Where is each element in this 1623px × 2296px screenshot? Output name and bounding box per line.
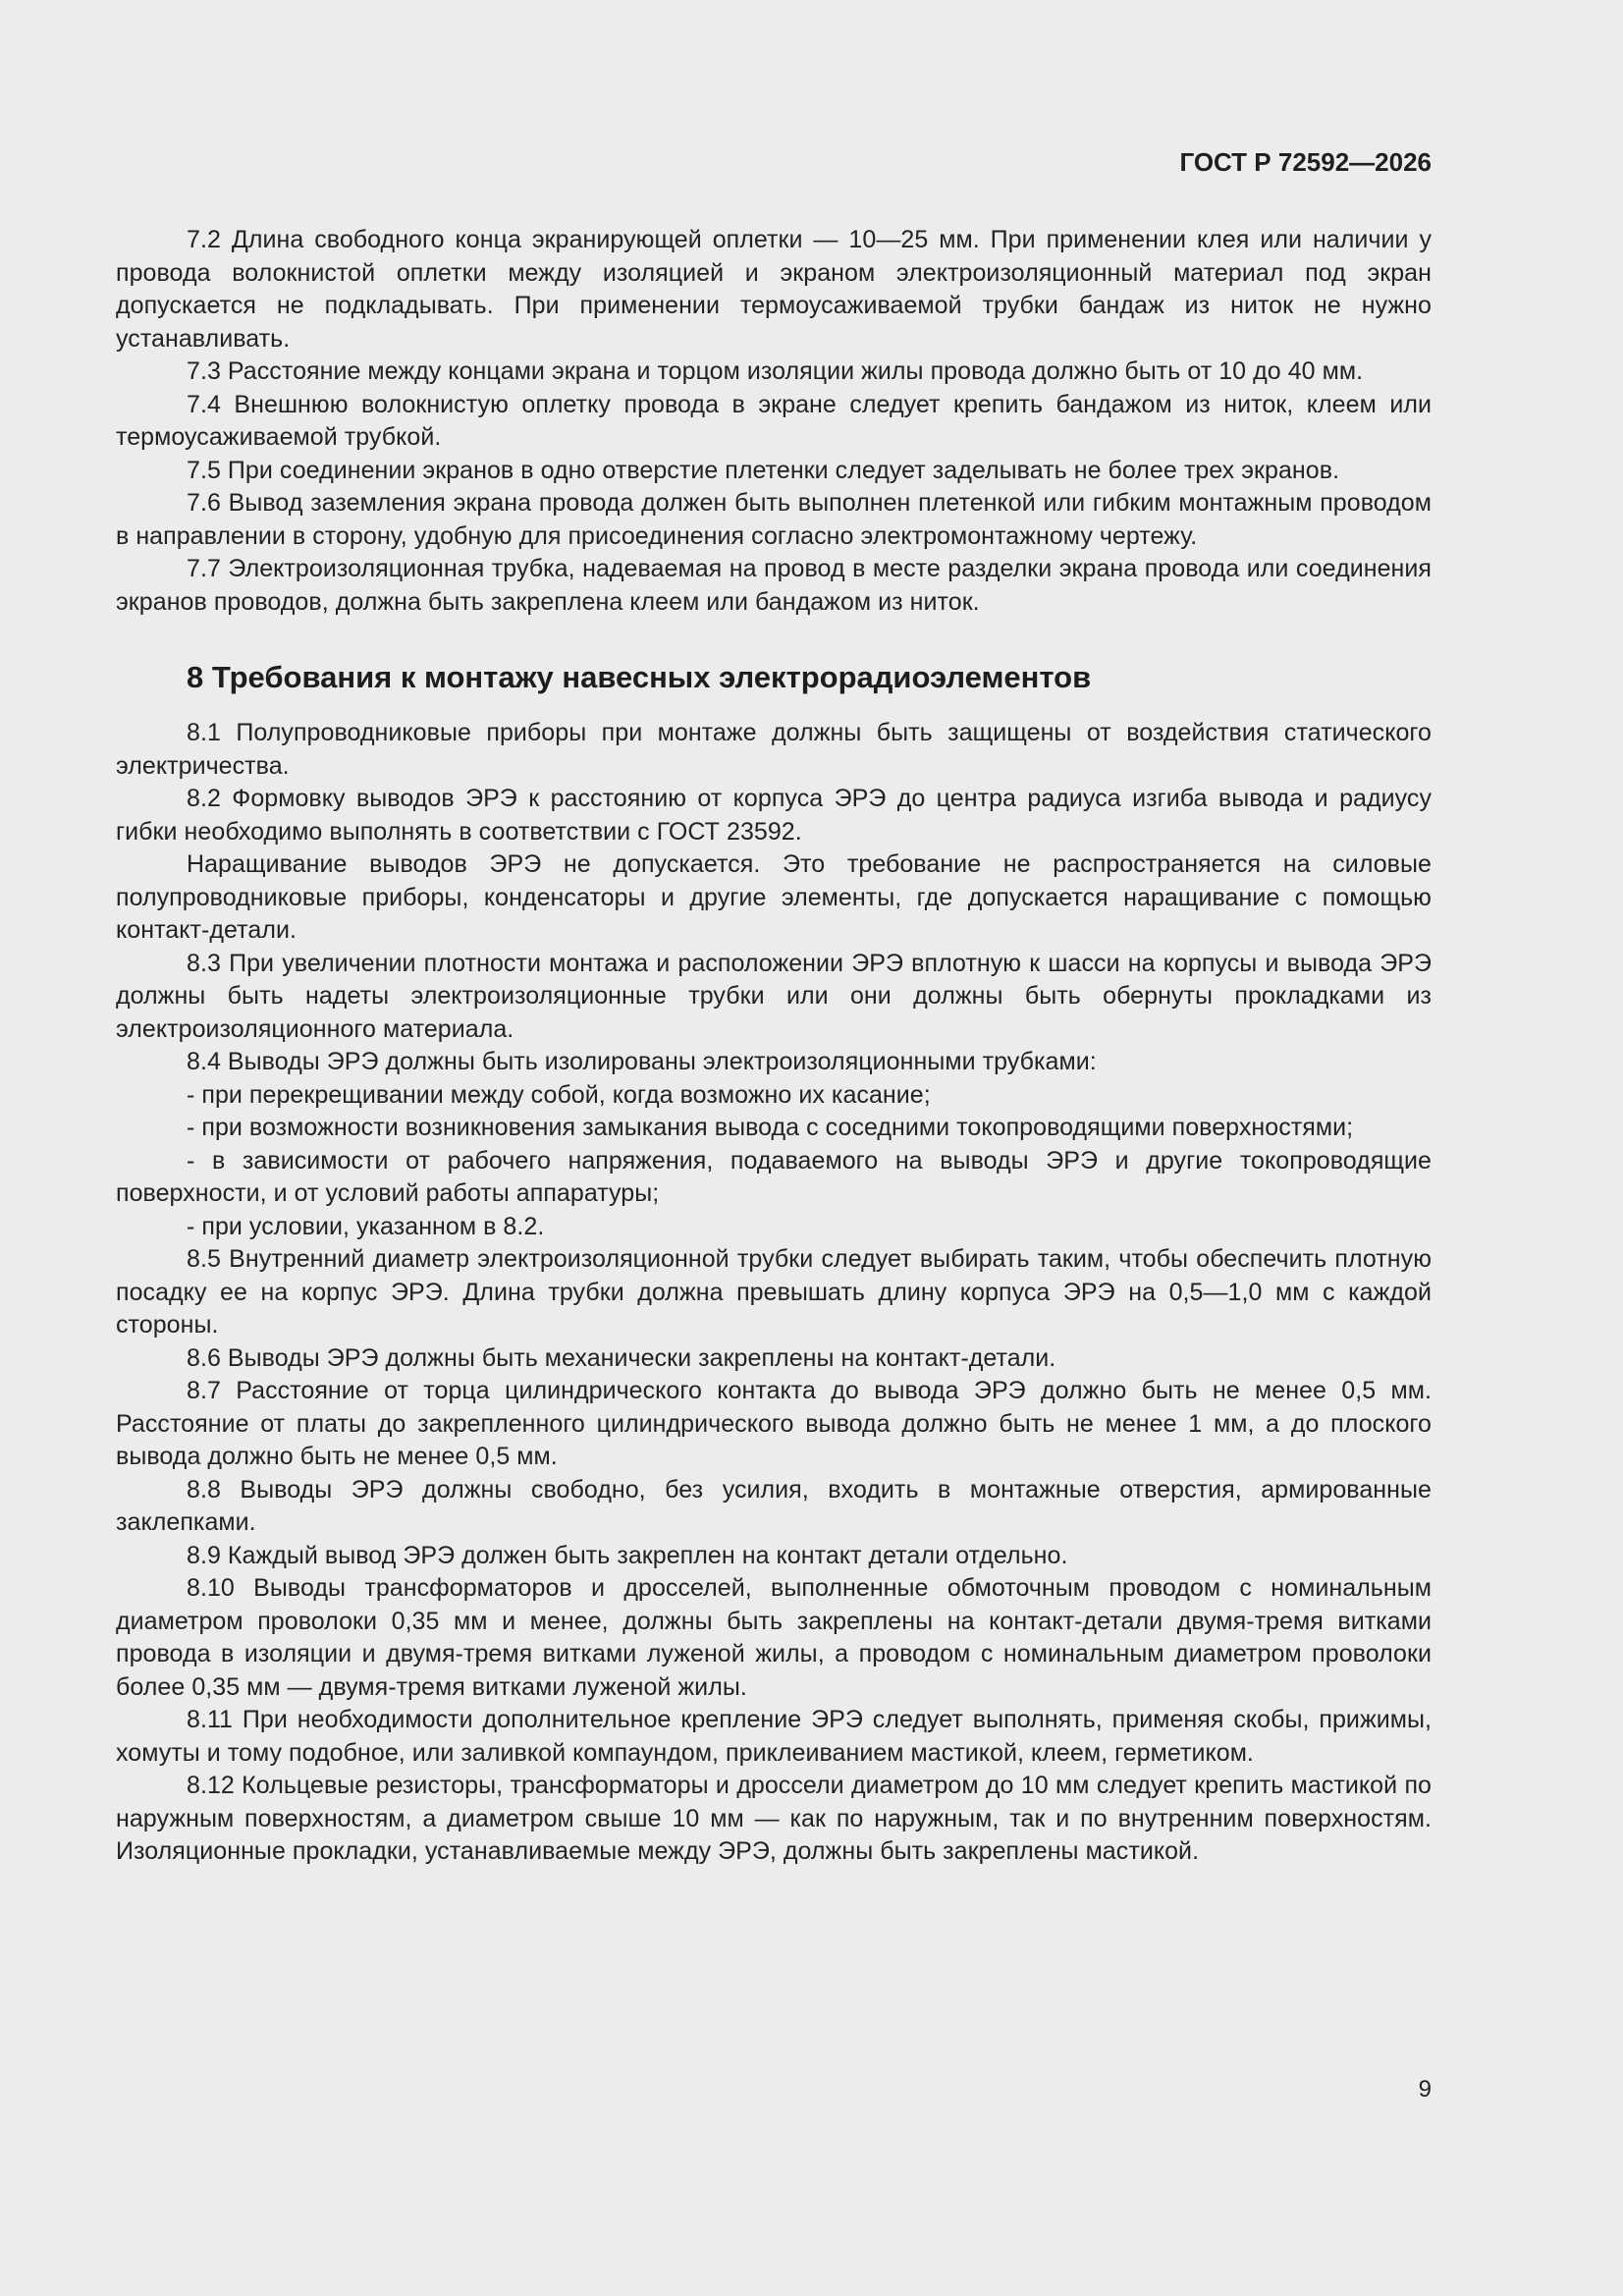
list-item-8-4-b: - при возможности возникновения замыкания вывода с соседними токопроводящими поверхностями; (187, 1114, 1354, 1141)
paragraph-8-1: 8.1 Полупроводниковые приборы при монтаже должны быть защищены от воздействия статического электричества. (116, 719, 1432, 780)
page-number: 9 (1418, 2076, 1432, 2103)
paragraph-8-12: 8.12 Кольцевые резисторы, трансформаторы и дроссели диаметром до 10 мм следует крепить мастикой по наружным поверхностям, а диаметром свыше 10 мм — как по наружным, так и по внутренним поверхностям. Изоляционные прокладки, устанавливаемые между ЭРЭ, должны быть закреплены мастикой. (116, 1772, 1432, 1865)
document-code-header: ГОСТ Р 72592—2026 (1179, 147, 1432, 177)
list-item-8-4-c: - в зависимости от рабочего напряжения, подаваемого на выводы ЭРЭ и другие токопроводящие поверхности, и от условий работы аппаратуры; (116, 1146, 1432, 1207)
paragraph-8-10: 8.10 Выводы трансформаторов и дросселей, выполненные обмоточным проводом с номинальным диаметром проволоки 0,35 мм и менее, должны быть закреплены на контакт-детали двумя-тремя витками провода в изоляции и двумя-тремя витками луженой жилы, а проводом с номинальным диаметром проволоки более 0,35 мм — двумя-тремя витками луженой жилы. (116, 1574, 1432, 1701)
paragraph-8-9: 8.9 Каждый вывод ЭРЭ должен быть закреплен на контакт детали отдельно. (187, 1541, 1068, 1569)
paragraph-8-7: 8.7 Расстояние от торца цилиндрического контакта до вывода ЭРЭ должно быть не менее 0,5 мм. Расстояние от платы до закрепленного цилиндрического вывода должно быть не менее 1 мм, а до плоского вывода должно быть не менее 0,5 мм. (116, 1377, 1432, 1470)
paragraph-7-5: 7.5 При соединении экранов в одно отверстие плетенки следует заделывать не более трех экранов. (187, 456, 1340, 484)
section-8-title: 8 Требования к монтажу навесных электрорадиоэлементов (187, 660, 1092, 694)
paragraph-8-3: 8.3 При увеличении плотности монтажа и расположении ЭРЭ вплотную к шасси на корпусы и вывода ЭРЭ должны быть надеты электроизоляционные трубки или они должны быть обернуты прокладками из электроизоляционного материала. (116, 949, 1432, 1043)
paragraph-7-7: 7.7 Электроизоляционная трубка, надеваемая на провод в месте разделки экрана провода или соединения экранов проводов, должна быть закреплена клеем или бандажом из ниток. (116, 555, 1432, 616)
paragraph-8-4: 8.4 Выводы ЭРЭ должны быть изолированы электроизоляционными трубками: (187, 1048, 1097, 1075)
paragraph-8-11: 8.11 При необходимости дополнительное крепление ЭРЭ следует выполнять, применяя скобы, прижимы, хомуты и тому подобное, или заливкой компаундом, приклеиванием мастикой, клеем, герметиком. (116, 1706, 1432, 1767)
paragraph-8-6: 8.6 Выводы ЭРЭ должны быть механически закреплены на контакт-детали. (187, 1343, 1056, 1372)
paragraph-7-3: 7.3 Расстояние между концами экрана и торцом изоляции жилы провода должно быть от 10 до 40 мм. (187, 357, 1364, 385)
paragraph-8-2-note: Наращивание выводов ЭРЭ не допускается. Это требование не распространяется на силовые полупроводниковые приборы, конденсаторы и другие элементы, где допускается наращивание с помощью контакт-детали. (116, 850, 1432, 944)
paragraph-8-2: 8.2 Формовку выводов ЭРЭ к расстоянию от корпуса ЭРЭ до центра радиуса изгиба вывода и радиусу гибки необходимо выполнять в соответствии с ГОСТ 23592. (116, 785, 1432, 846)
paragraph-7-4: 7.4 Внешнюю волокнистую оплетку провода в экране следует крепить бандажом из ниток, клеем или термоусаживаемой трубкой. (116, 390, 1432, 451)
paragraph-8-8: 8.8 Выводы ЭРЭ должны свободно, без усилия, входить в монтажные отверстия, армированные заклепками. (116, 1475, 1432, 1536)
paragraph-7-2: 7.2 Длина свободного конца экранирующей оплетки — 10—25 мм. При применении клея или наличии у провода волокнистой оплетки между изоляцией и экраном электроизоляционный материал под экран допускается не подкладывать. При применении термоусаживаемой трубки бандаж из ниток не нужно устанавливать. (116, 226, 1432, 353)
paragraph-8-5: 8.5 Внутренний диаметр электроизоляционной трубки следует выбирать таким, чтобы обеспечить плотную посадку ее на корпус ЭРЭ. Длина трубки должна превышать длину корпуса ЭРЭ на 0,5—1,0 мм с каждой стороны. (116, 1245, 1432, 1339)
list-item-8-4-d: - при условии, указанном в 8.2. (187, 1212, 545, 1240)
list-item-8-4-a: - при перекрещивании между собой, когда возможно их касание; (187, 1080, 931, 1109)
paragraph-7-6: 7.6 Вывод заземления экрана провода должен быть выполнен плетенкой или гибким монтажным проводом в направлении в сторону, удобную для присоединения согласно электромонтажному чертежу. (116, 489, 1432, 550)
page-content (116, 224, 1432, 1869)
